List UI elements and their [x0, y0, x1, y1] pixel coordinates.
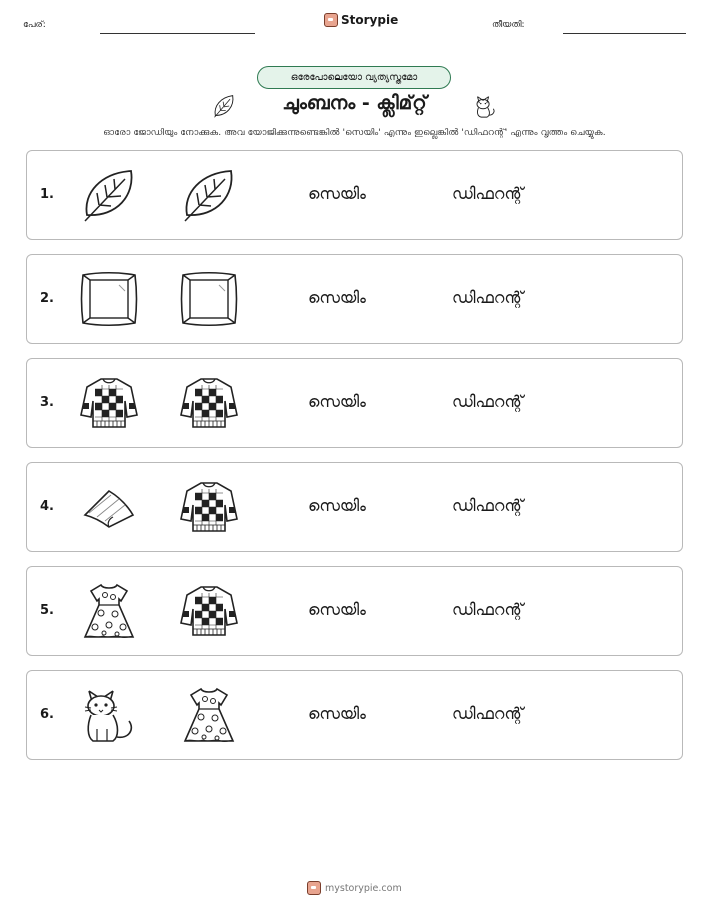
different-option[interactable]: ഡിഫറന്റ്	[452, 288, 524, 307]
question-row	[26, 150, 683, 240]
instructions: ഓരോ ജോഡിയും നോക്കുക. അവ യോജിക്കുന്നുണ്ടെങ്കിൽ 'സെയിം' എന്നും ഇല്ലെങ്കിൽ 'ഡിഫറന്റ്' എന്നും വൃത്തം ചെയ്യുക.	[103, 127, 606, 138]
question-number: 4.	[40, 499, 54, 514]
same-option[interactable]: സെയിം	[308, 496, 366, 515]
question-row	[26, 254, 683, 344]
frame-icon	[179, 269, 239, 329]
name-line[interactable]	[100, 33, 255, 34]
question-number: 3.	[40, 395, 54, 410]
sweater-icon	[179, 477, 239, 537]
question-number: 5.	[40, 603, 54, 618]
same-option[interactable]: സെയിം	[308, 600, 366, 619]
cat-icon	[470, 90, 498, 120]
question-number: 1.	[40, 187, 54, 202]
brand-logo	[324, 13, 398, 27]
question-number: 2.	[40, 291, 54, 306]
same-option[interactable]: സെയിം	[308, 392, 366, 411]
question-row	[26, 462, 683, 552]
worksheet-type-badge: ഒരേപോലെയോ വ്യത്യസ്തമോ	[257, 66, 451, 89]
dress-icon	[79, 581, 139, 641]
blanket-icon	[79, 477, 139, 537]
question-row	[26, 358, 683, 448]
storypie-logo-icon	[307, 881, 321, 895]
cat-icon	[79, 685, 139, 745]
different-option[interactable]: ഡിഫറന്റ്	[452, 392, 524, 411]
different-option[interactable]: ഡിഫറന്റ്	[452, 704, 524, 723]
different-option[interactable]: ഡിഫറന്റ്	[452, 496, 524, 515]
different-option[interactable]: ഡിഫറന്റ്	[452, 184, 524, 203]
leaf-icon	[179, 165, 239, 225]
sweater-icon	[79, 373, 139, 433]
leaf-icon	[79, 165, 139, 225]
same-option[interactable]: സെയിം	[308, 288, 366, 307]
frame-icon	[79, 269, 139, 329]
different-option[interactable]: ഡിഫറന്റ്	[452, 600, 524, 619]
footer-url[interactable]: mystorypie.com	[325, 882, 402, 894]
same-option[interactable]: സെയിം	[308, 184, 366, 203]
storypie-logo-icon	[324, 13, 338, 27]
dress-icon	[179, 685, 239, 745]
page-title: ചുംബനം - ക്ലിമ്റ്റ്	[282, 92, 427, 114]
question-row	[26, 670, 683, 760]
same-option[interactable]: സെയിം	[308, 704, 366, 723]
question-number: 6.	[40, 707, 54, 722]
question-row	[26, 566, 683, 656]
date-label: തീയതി:	[492, 20, 525, 30]
date-line[interactable]	[563, 33, 686, 34]
brand-name: Storypie	[341, 13, 399, 27]
sweater-icon	[179, 581, 239, 641]
footer	[307, 881, 402, 895]
name-label: പേര്:	[23, 20, 46, 30]
sweater-icon	[179, 373, 239, 433]
